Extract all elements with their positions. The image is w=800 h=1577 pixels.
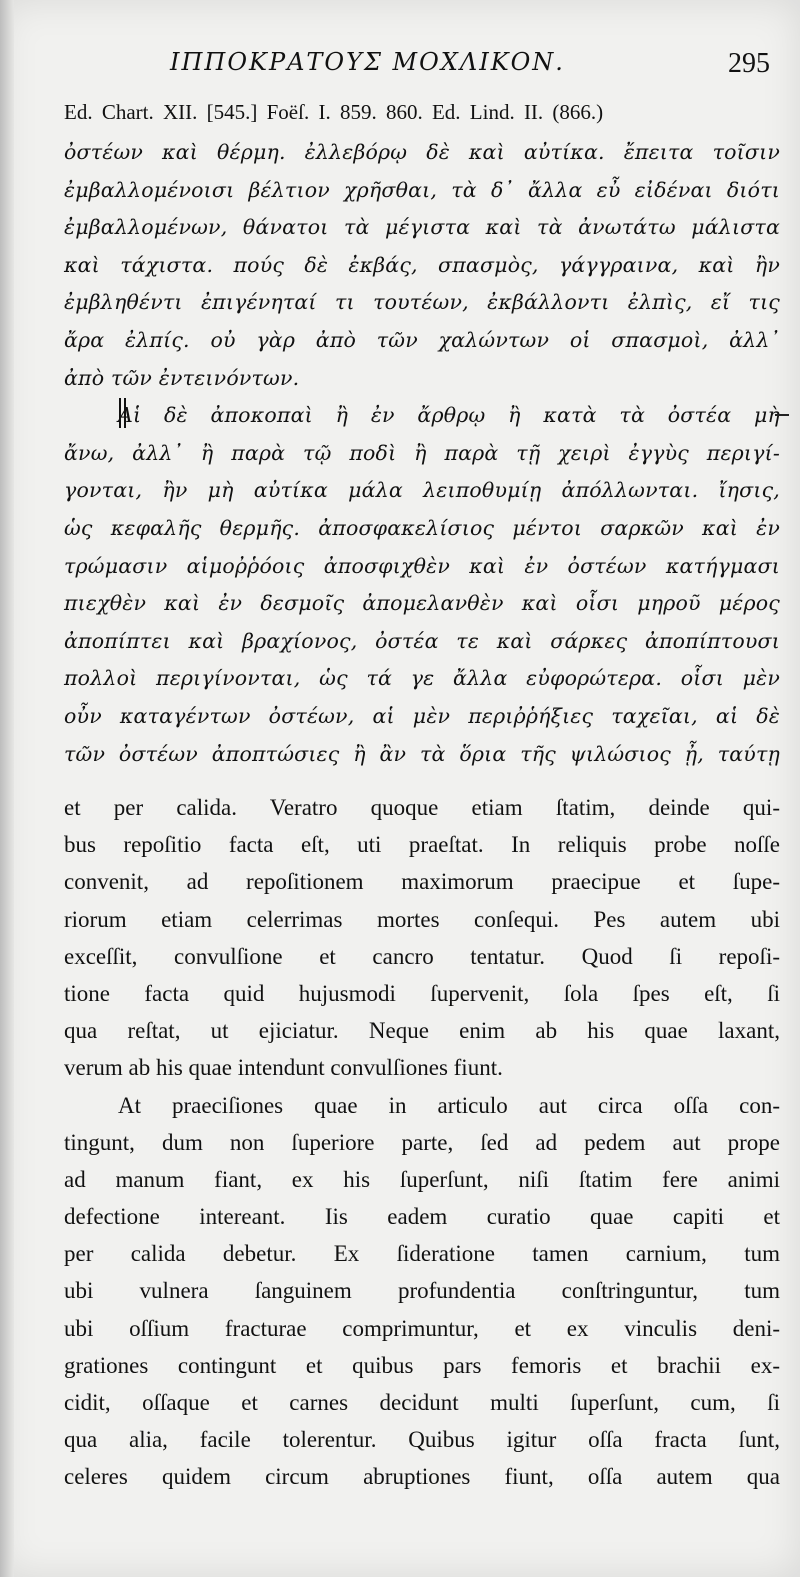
latin-line: qua reſtat, ut ejiciatur. Neque enim ab his quae laxant, [64,1018,780,1044]
latin-line: defectione intereant. Iis eadem curatio quae capiti et [64,1204,780,1230]
greek-line: ἐμβληθέντι ἐπιγένηταί τι τουτέων, ἐκβάλλοντι ἐλπὶς, εἴ τις [64,290,780,315]
greek-text-block [64,134,780,773]
latin-line: verum ab his quae intendunt convulſiones fiunt. [64,1055,503,1081]
latin-text-block [64,789,780,1496]
section-marker [119,398,126,428]
greek-line: τῶν ὀστέων ἀποπτώσιες ἢ ἂν τὰ ὅρια τῆς ψιλώσιος ᾖ, ταύτῃ [64,741,780,766]
page-binding-shadow [0,0,14,1577]
latin-line: per calida debetur. Ex ſideratione tamen carnium, tum [64,1241,780,1267]
greek-line: ἀποπίπτει καὶ βραχίονος, ὀστέα τε καὶ σάρκες ἀποπίπτουσι [64,628,780,653]
latin-line: tione facta quid hujusmodi ſupervenit, ſola ſpes eſt, ſi [64,980,780,1006]
greek-line: ἐμβαλλομένων, θάνατοι τὰ μέγιστα καὶ τὰ ἀνωτάτω μάλιστα [64,215,780,240]
latin-line: qua alia, facile tolerentur. Quibus igitur oſſa fracta ſunt, [64,1427,780,1453]
greek-line: ἀπὸ τῶν ἐντεινόντων. [64,365,300,390]
page-number: 295 [728,48,770,79]
latin-line: ubi vulnera ſanguinem profundentia conſtringuntur, tum [64,1278,780,1304]
greek-line: Αἱ δὲ ἀποκοπαὶ ἢ ἐν ἄρθρῳ ἢ κατὰ τὰ ὀστέα μὴ [118,403,780,428]
latin-line: bus repoſitio facta eſt, uti praeſtat. In reliquis probe noſſe [64,832,780,858]
edition-references: Ed. Chart. XII. [545.] Foëſ. I. 859. 860. Ed. Lind. II. (866.) [64,100,604,124]
greek-line: πιεχθὲν καὶ ἐν δεσμοῖς ἀπομελανθὲν καὶ οἷσι μηροῦ μέρος [64,591,780,616]
margin-tick [775,414,789,416]
running-head-title: ΙΠΠΟΚΡΑΤΟΥΣ ΜΟΧΛΙΚΟΝ. [170,48,565,76]
greek-line: καὶ τάχιστα. πούς δὲ ἐκβάς, σπασμὸς, γάγγραινα, καὶ ἢν [64,252,780,277]
latin-line: exceſſit, convulſione et cancro tentatur. Quod ſi repoſi- [64,943,780,969]
greek-line: οὖν καταγέντων ὀστέων, αἱ μὲν περιῤῥήξιες ταχεῖαι, αἱ δὲ [64,703,780,728]
latin-line: At praeciſiones quae in articulo aut circa oſſa con- [118,1092,780,1118]
greek-line: ἄρα ἐλπίς. οὐ γὰρ ἀπὸ τῶν χαλώντων οἱ σπασμοὶ, ἀλλ᾽ [64,327,780,352]
running-head [60,48,770,96]
latin-line: ad manum fiant, ex his ſuperſunt, niſi ſtatim fere animi [64,1166,780,1192]
greek-line: γονται, ἢν μὴ αὐτίκα μάλα λειποθυμίῃ ἀπόλλωνται. ἴησις, [64,478,780,503]
greek-line: ἄνω, ἀλλ᾽ ἢ παρὰ τῷ ποδὶ ἢ παρὰ τῇ χειρὶ ἐγγὺς περιγί- [64,440,780,465]
latin-line: cidit, oſſaque et carnes decidunt multi ſuperſunt, cum, ſi [64,1390,780,1415]
greek-line: τρώμασιν αἱμοῤῥόοις ἀποσφιχθὲν καὶ ἐν ὀστέων κατήγμασι [64,553,780,578]
latin-line: riorum etiam celerrimas mortes conſequi. Pes autem ubi [64,906,780,932]
greek-line: ὡς κεφαλῆς θερμῆς. ἀποσφακελίσιος μέντοι σαρκῶν καὶ ἐν [64,515,780,540]
latin-line: grationes contingunt et quibus pars femoris et brachii ex- [64,1352,780,1378]
latin-line: celeres quidem circum abruptiones fiunt, oſſa autem qua [64,1464,780,1490]
greek-line: ἐμβαλλομένοισι βέλτιον χρῆσθαι, τὰ δ᾽ ἄλλα εὖ εἰδέναι διότι [64,177,780,202]
latin-line: convenit, ad repoſitionem maximorum praecipue et ſupe- [64,869,780,895]
greek-line: ὀστέων καὶ θέρμη. ἐλλεβόρῳ δὲ καὶ αὐτίκα. ἔπειτα τοῖσιν [64,140,780,164]
latin-line: ubi oſſium fracturae comprimuntur, et ex vinculis deni- [64,1315,780,1341]
latin-line: et per calida. Veratro quoque etiam ſtatim, deinde qui- [64,795,780,820]
greek-line: πολλοὶ περιγίνονται, ὡς τά γε ἄλλα εὐφορώτερα. οἷσι μὲν [64,666,780,691]
latin-line: tingunt, dum non ſuperiore parte, ſed ad pedem aut prope [64,1129,780,1155]
